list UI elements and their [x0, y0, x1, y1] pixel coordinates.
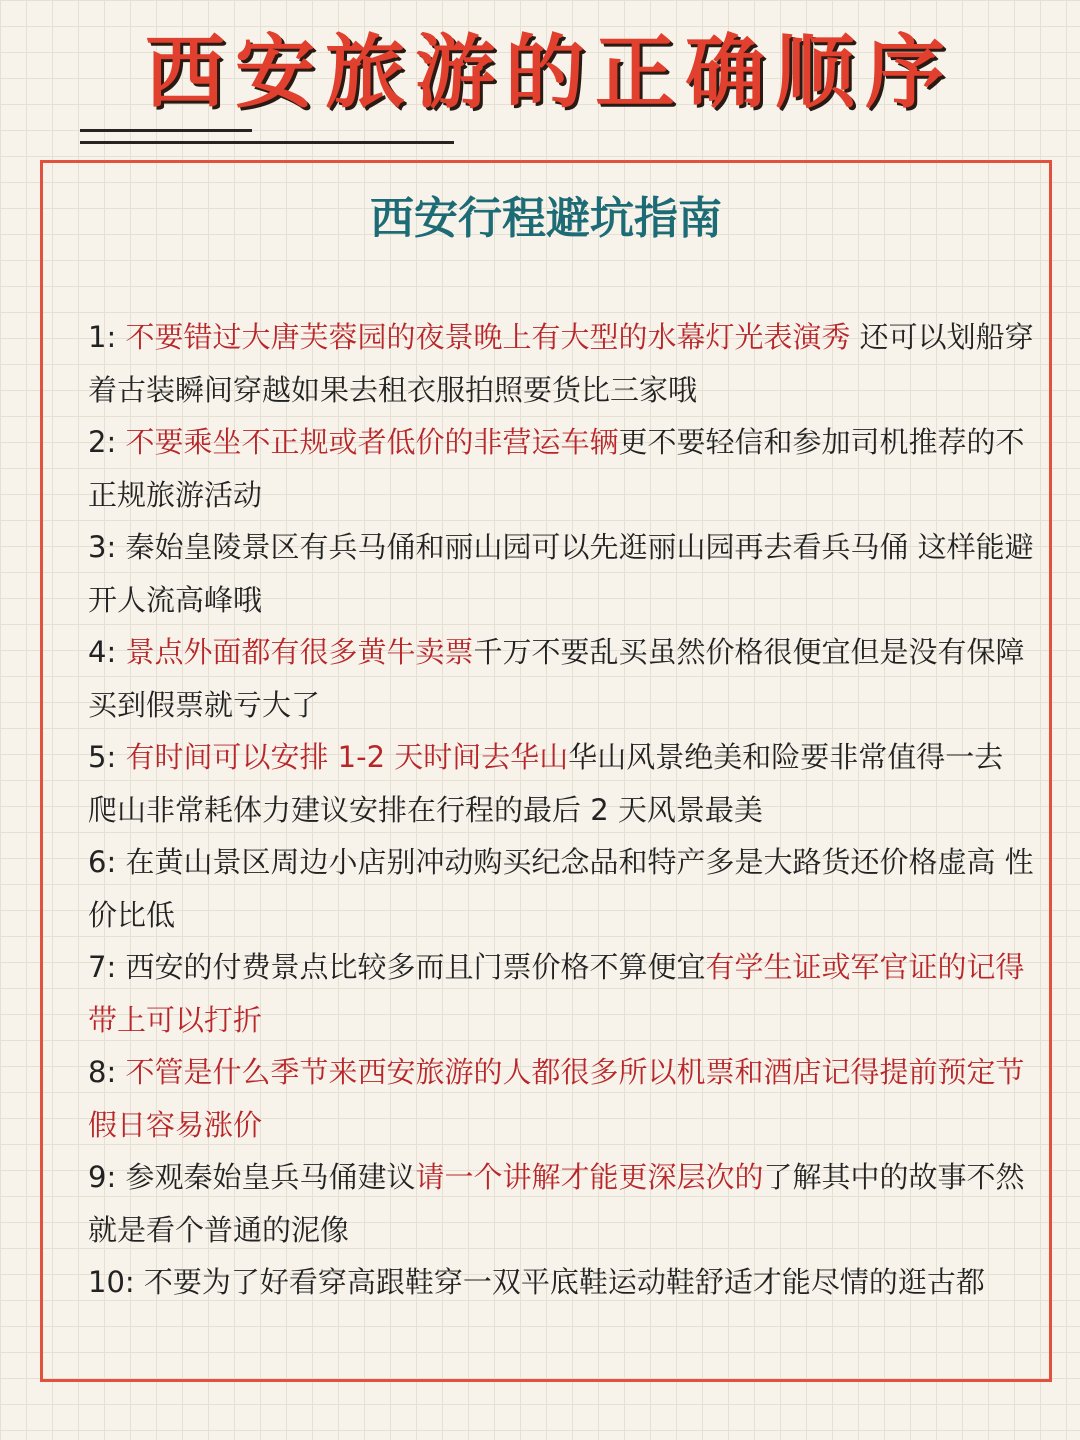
tip-text: 参观秦始皇兵马俑建议 [116, 1160, 416, 1194]
tip-number: 10: [88, 1265, 135, 1299]
tip-number: 4: [88, 635, 117, 669]
tip-item [88, 1256, 1038, 1309]
page-title: 西安旅游的正确顺序 [145, 25, 955, 119]
tip-number: 1: [88, 320, 117, 354]
tip-text: 了解其中的故事不然就是看个普通的泥像 [88, 1160, 1025, 1247]
tip-item [88, 626, 1038, 731]
tip-number: 9: [88, 1160, 117, 1194]
tip-item [88, 941, 1038, 1046]
tip-text-highlight: 有时间可以安排 1-2 天时间去华山 [116, 740, 569, 774]
tip-number: 2: [88, 425, 117, 459]
tip-item [88, 1151, 1038, 1256]
tip-item [88, 311, 1038, 416]
title-underline-short [80, 129, 252, 132]
tip-text: 不要为了好看穿高跟鞋穿一双平底鞋运动鞋舒适才能尽情的逛古都 [134, 1265, 985, 1299]
tip-item [88, 416, 1038, 521]
tip-text: 华山风景绝美和险要非常值得一去 爬山非常耗体力建议安排在行程的最后 2 天风景最美 [88, 740, 1004, 827]
tip-text: 千万不要乱买虽然价格很便宜但是没有保障 买到假票就亏大了 [88, 635, 1025, 722]
tip-text: 西安的付费景点比较多而且门票价格不算便宜 [116, 950, 706, 984]
tip-text: 还可以划船穿着古装瞬间穿越如果去租衣服拍照要货比三家哦 [88, 320, 1034, 407]
tip-number: 5: [88, 740, 117, 774]
tip-number: 3: [88, 530, 117, 564]
tips-list [88, 311, 1038, 1309]
tip-item [88, 731, 1038, 836]
tip-text-highlight: 不要错过大唐芙蓉园的夜景晚上有大型的水幕灯光表演秀 [116, 320, 851, 354]
tip-text-highlight: 不要乘坐不正规或者低价的非营运车辆 [116, 425, 619, 459]
tip-text-highlight: 景点外面都有很多黄牛卖票 [116, 635, 474, 669]
tip-number: 8: [88, 1055, 117, 1089]
tip-number: 6: [88, 845, 117, 879]
tip-text: 在黄山景区周边小店别冲动购买纪念品和特产多是大路货还价格虚高 性价比低 [88, 845, 1034, 932]
guide-subtitle: 西安行程避坑指南 [370, 193, 722, 244]
tip-item [88, 836, 1038, 941]
tip-text: 秦始皇陵景区有兵马俑和丽山园可以先逛丽山园再去看兵马俑 这样能避开人流高峰哦 [88, 530, 1034, 617]
tip-item [88, 521, 1038, 626]
tip-text-highlight: 请一个讲解才能更深层次的 [415, 1160, 764, 1194]
title-underline-long [80, 141, 454, 144]
tip-number: 7: [88, 950, 117, 984]
guide-card [40, 160, 1052, 1382]
tip-item [88, 1046, 1038, 1151]
tip-text-highlight: 有学生证或军官证的记得带上可以打折 [88, 950, 1025, 1037]
tip-text: 更不要轻信和参加司机推荐的不正规旅游活动 [88, 425, 1025, 512]
tip-text-highlight: 不管是什么季节来西安旅游的人都很多所以机票和酒店记得提前预定节假日容易涨价 [88, 1055, 1025, 1142]
